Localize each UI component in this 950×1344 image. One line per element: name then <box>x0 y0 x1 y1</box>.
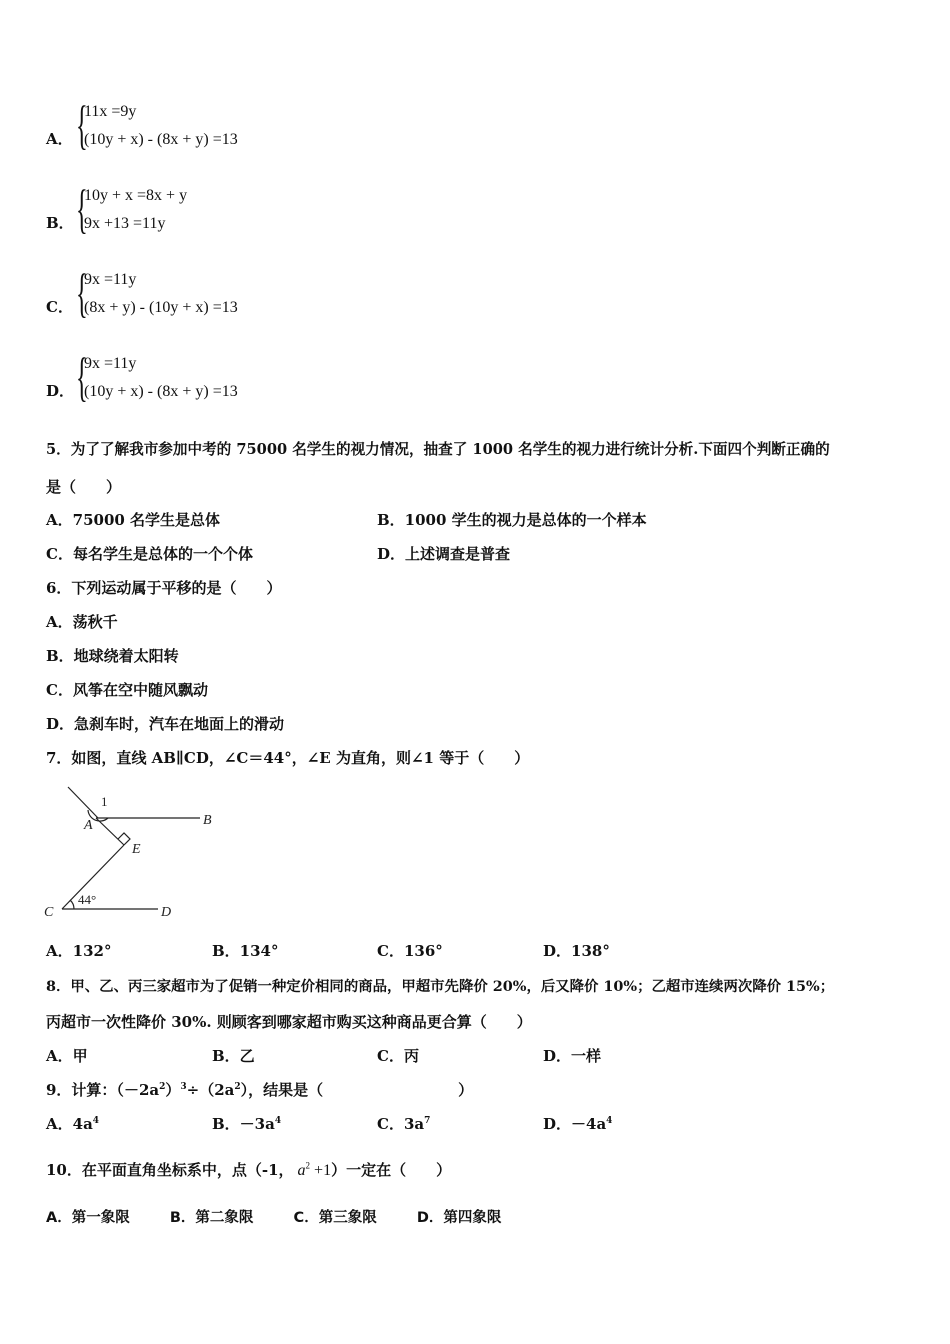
label-c: C <box>44 905 54 920</box>
exponent: 2 <box>305 1160 311 1171</box>
q5-option-b: B．1000 学生的视力是总体的一个样本 <box>377 511 647 529</box>
q8-stem-line2: 丙超市一次性降价 30%. 则顾客到哪家超市购买这种商品更合算（ ） <box>46 1013 532 1031</box>
q6-option-c: C．风筝在空中随风飘动 <box>46 681 208 699</box>
equation-line: 11x =9y <box>84 103 137 120</box>
option-label: B． <box>46 214 74 232</box>
q10-stem <box>46 1159 451 1180</box>
right-angle-marker <box>118 833 130 845</box>
equation-line: (10y + x) - (8x + y) =13 <box>84 131 238 148</box>
expression-tail: +1 <box>310 1162 332 1179</box>
q9-stem-part: ），结果是（ ） <box>240 1081 474 1099</box>
equation-line: 9x =11y <box>84 355 137 372</box>
q7-option-c: C．136° <box>377 942 443 960</box>
exponent: 4 <box>274 1116 282 1126</box>
brace-icon: { <box>76 263 88 323</box>
q6-option-b: B．地球绕着太阳转 <box>46 647 179 665</box>
q9-stem-part: ÷（2a <box>186 1081 235 1099</box>
q9-stem-part: ） <box>165 1081 181 1099</box>
brace-icon: { <box>76 95 88 155</box>
q10-options <box>46 1206 501 1227</box>
q6-option-a: A．荡秋千 <box>46 613 118 631</box>
equation-line: 10y + x =8x + y <box>84 187 188 204</box>
label-1: 1 <box>101 794 108 809</box>
exponent: 4 <box>606 1116 613 1126</box>
equation-line: 9x =11y <box>84 271 137 288</box>
option-label: C． <box>46 298 73 316</box>
option-text: B．－3a <box>212 1115 275 1133</box>
brace-icon: { <box>76 347 88 407</box>
equation-line: (10y + x) - (8x + y) =13 <box>84 383 238 400</box>
q9-stem <box>46 1079 473 1100</box>
q9-option-b <box>212 1113 281 1134</box>
q10-stem-part: ）一定在（ ） <box>331 1161 452 1179</box>
q7-option-a: A．132° <box>46 942 112 960</box>
exponent: 3 <box>180 1082 187 1092</box>
equation-line: (8x + y) - (10y + x) =13 <box>84 299 238 316</box>
q5-option-c: C．每名学生是总体的一个个体 <box>46 545 253 563</box>
q7-geometry-figure <box>40 782 230 927</box>
option-text: D．－4a <box>543 1115 607 1133</box>
option-label: A． <box>46 130 73 148</box>
q10-option-d: D．第四象限 <box>416 1210 502 1226</box>
q9-option-a <box>46 1113 99 1134</box>
q5-option-a: A．75000 名学生是总体 <box>46 511 221 529</box>
q9-option-c <box>377 1113 430 1134</box>
q5-option-d: D．上述调查是普查 <box>377 545 511 563</box>
exponent: 7 <box>424 1116 431 1126</box>
q9-option-d <box>543 1113 612 1134</box>
q7-option-d: D．138° <box>543 942 610 960</box>
segment-ae <box>96 818 124 845</box>
exponent: 2 <box>159 1082 166 1092</box>
line-through-a <box>68 787 98 818</box>
q10-option-a: A．第一象限 <box>46 1210 130 1226</box>
q8-stem-line1: 8．甲、乙、丙三家超市为了促销一种定价相同的商品，甲超市先降价 20%，后又降价 10%；乙超市连续两次降价 15%； <box>46 978 835 995</box>
q7-option-b: B．134° <box>212 942 279 960</box>
q9-stem-part: 9．计算：（－2a <box>46 1081 160 1099</box>
option-label: D． <box>46 382 75 400</box>
q8-option-d: D．一样 <box>543 1047 602 1065</box>
q8-option-b: B．乙 <box>212 1047 255 1065</box>
q10-option-b: B．第二象限 <box>169 1210 254 1226</box>
q10-stem-part: 10．在平面直角坐标系中，点（-1， <box>46 1161 294 1179</box>
q7-stem: 7．如图，直线 AB∥CD，∠C＝44°，∠E 为直角，则∠1 等于（ ） <box>46 749 530 767</box>
q6-stem: 6．下列运动属于平移的是（ ） <box>46 579 282 597</box>
exponent: 4 <box>92 1116 100 1126</box>
label-44: 44° <box>78 892 97 907</box>
variable-a: a <box>297 1162 306 1179</box>
label-a: A <box>84 818 93 833</box>
q5-stem-line2: 是（ ） <box>46 478 122 496</box>
option-text: A．4a <box>46 1115 93 1133</box>
label-e: E <box>132 842 141 857</box>
equation-line: 9x +13 =11y <box>84 215 166 232</box>
label-d: D <box>161 905 172 920</box>
q8-option-c: C．丙 <box>377 1047 419 1065</box>
exponent: 2 <box>234 1082 241 1092</box>
brace-icon: { <box>76 179 88 239</box>
angle-arc-c <box>70 900 74 909</box>
q10-option-c: C．第三象限 <box>293 1210 377 1226</box>
option-text: C．3a <box>377 1115 425 1133</box>
q6-option-d: D．急刹车时，汽车在地面上的滑动 <box>46 715 285 733</box>
q5-stem-line1: 5．为了了解我市参加中考的 75000 名学生的视力情况，抽查了 1000 名学生的视力进行统计分析.下面四个判断正确的 <box>46 441 830 458</box>
q10-expression <box>298 1162 332 1179</box>
q8-option-a: A．甲 <box>46 1047 88 1065</box>
label-b: B <box>203 813 212 828</box>
